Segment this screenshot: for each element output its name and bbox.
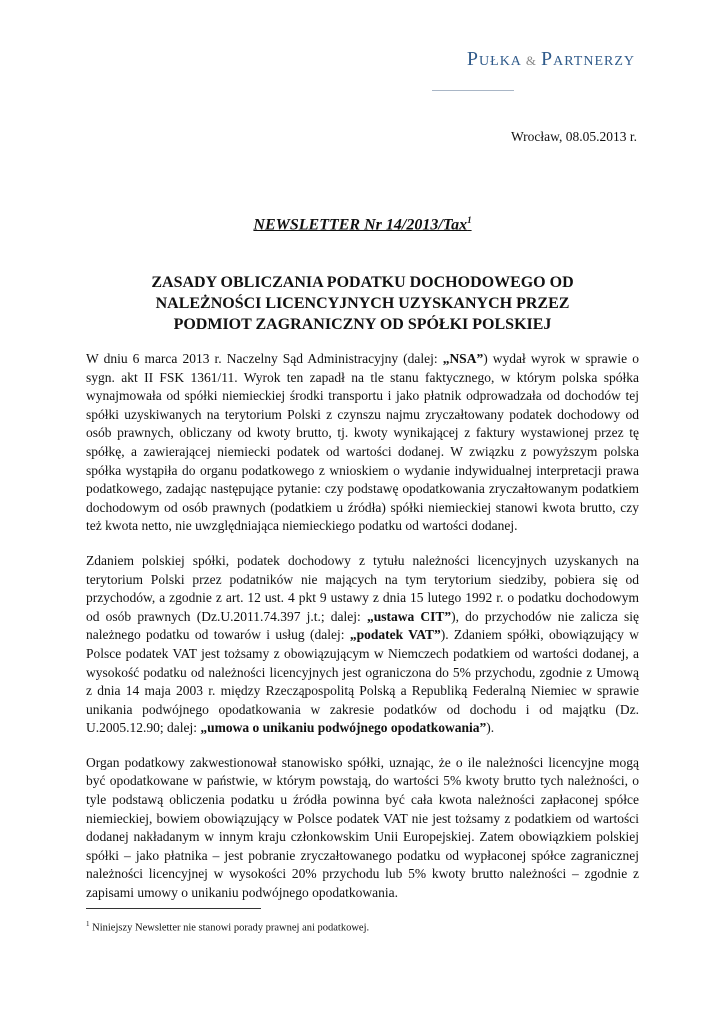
paragraph-2-text-c: ), do przychodów nie zalicza się należnego podatku od towarów i usług (dalej: — [86, 608, 639, 643]
newsletter-title-text: NEWSLETTER Nr 14/2013/Tax — [253, 216, 468, 234]
paragraph-2-text-e: ). Zdaniem spółki, obowiązujący w Polsce podatek VAT jest tożsamy z obowiązującym w Niemczech podatkiem od wartości dodanej, a wysokość podatku od należności licencyjnych jest ograniczona do 5% przychodu, zgodnie z Umową z dnia 14 maja 2003 r. między Rzecząpospolitą Polską a Republiką Federalną Niemiec w sprawie unikania podwójnego opodatkowania w zakresie podatków od dochodu i od majątku (Dz. U.2005.12.90; dalej: — [86, 627, 640, 736]
footnote-number: 1 — [86, 920, 90, 928]
footnote-text: Niniejszy Newsletter nie stanowi porady prawnej ani podatkowej. — [92, 922, 370, 934]
nsa-term: „NSA” — [442, 351, 484, 366]
paragraph-2 — [86, 552, 639, 738]
heading-line-3: PODMIOT ZAGRANICZNY OD SPÓŁKI POLSKIEJ — [173, 316, 552, 333]
heading-line-1: ZASADY OBLICZANIA PODATKU DOCHODOWEGO OD — [151, 274, 574, 291]
paragraph-1 — [86, 350, 639, 536]
logo-name-2: Partnerzy — [541, 48, 635, 70]
article-body — [86, 350, 639, 919]
logo-divider — [432, 90, 514, 91]
logo-name-1: Pułka — [466, 48, 522, 70]
paragraph-2-text-g: ). — [486, 720, 495, 736]
paragraph-2-text-a: Zdaniem polskiej spółki, podatek dochodowy z tytułu należności licencyjnych uzyskanych na terytorium Polski przez podatników nie mających na tym terytorium siedziby, pobiera się od przychodów, a zgodnie z art. 12 ust. 4 pkt 9 ustawy z dnia 15 lutego 1992 r. o podatku dochodowym od osób prawnych (Dz.U.2011.74.397 j.t.; dalej: — [86, 552, 639, 624]
article-heading — [100, 272, 625, 335]
footnote — [86, 920, 369, 934]
paragraph-3: Organ podatkowy zakwestionował stanowisko spółki, uznając, że o ile należności licencyjne mogą być opodatkowane w państwie, w którym powstają, do wartości 5% kwoty brutto tych należności, o tyle podstawą obliczenia podatku u źródła powinna być cała kwota należności zapłaconej spółce niemieckiej, bowiem obowiązujący w Polsce podatek VAT nie jest tożsamy z podatkiem od wartości dodanej nakładanym w innym kraju członkowskim Unii Europejskiej. Zatem obowiązkiem polskiej spółki – jako płatnika – jest pobranie zryczałtowanego podatku od wypłaconej spółce zagranicznej należności licencyjnej w wysokości 20% przychodu lub 5% kwoty brutto należności – zgodnie z zapisami umowy o unikaniu podwójnego opodatkowania. — [86, 754, 639, 901]
heading-line-2: NALEŻNOŚCI LICENCYJNYCH UZYSKANYCH PRZEZ — [155, 295, 570, 312]
footnote-reference: 1 — [467, 215, 472, 225]
paragraph-1-text-a: W dniu 6 marca 2013 r. Naczelny Sąd Administracyjny (dalej: — [86, 351, 443, 366]
paragraph-1-text-c: ) wydał wyrok w sprawie o sygn. akt II FSK 1361/11. Wyrok ten zapadł na tle stanu faktycznego, w którym polska spółka wynajmowała od spółki niemieckiej środki transportu i jako płatnik odprowadzała od dochodów tej spółki uzyskiwanych na terytorium Polski z czynszu najmu zryczałtowany podatek dochodowy od osób prawnych, obliczany od kwoty brutto, tj. kwoty wynikającej z faktury wystawionej przez tę spółkę, a zawierającej niemiecki podatek od wartości dodanej. W związku z powyższym polska spółka wystąpiła do organu podatkowego z wnioskiem o wydanie indywidualnej interpretacji prawa podatkowego, zadając następujące pytanie: czy podstawę opodatkowania zryczałtowanym podatkiem dochodowym od osób prawnych (podatkiem u źródła) spółki niemieckiej stanowi kwota brutto, czy też kwota netto, nie uwzględniająca niemieckiego podatku od wartości dodanej. — [86, 351, 639, 534]
company-logo — [467, 48, 635, 71]
footnote-divider — [86, 908, 261, 909]
document-date: Wrocław, 08.05.2013 r. — [510, 129, 637, 144]
ustawa-cit-term: „ustawa CIT” — [366, 608, 452, 624]
logo-ampersand: & — [525, 53, 538, 68]
newsletter-title — [0, 215, 725, 234]
umowa-term: „umowa o unikaniu podwójnego opodatkowania” — [200, 720, 487, 736]
podatek-vat-term: „podatek VAT” — [349, 627, 441, 643]
